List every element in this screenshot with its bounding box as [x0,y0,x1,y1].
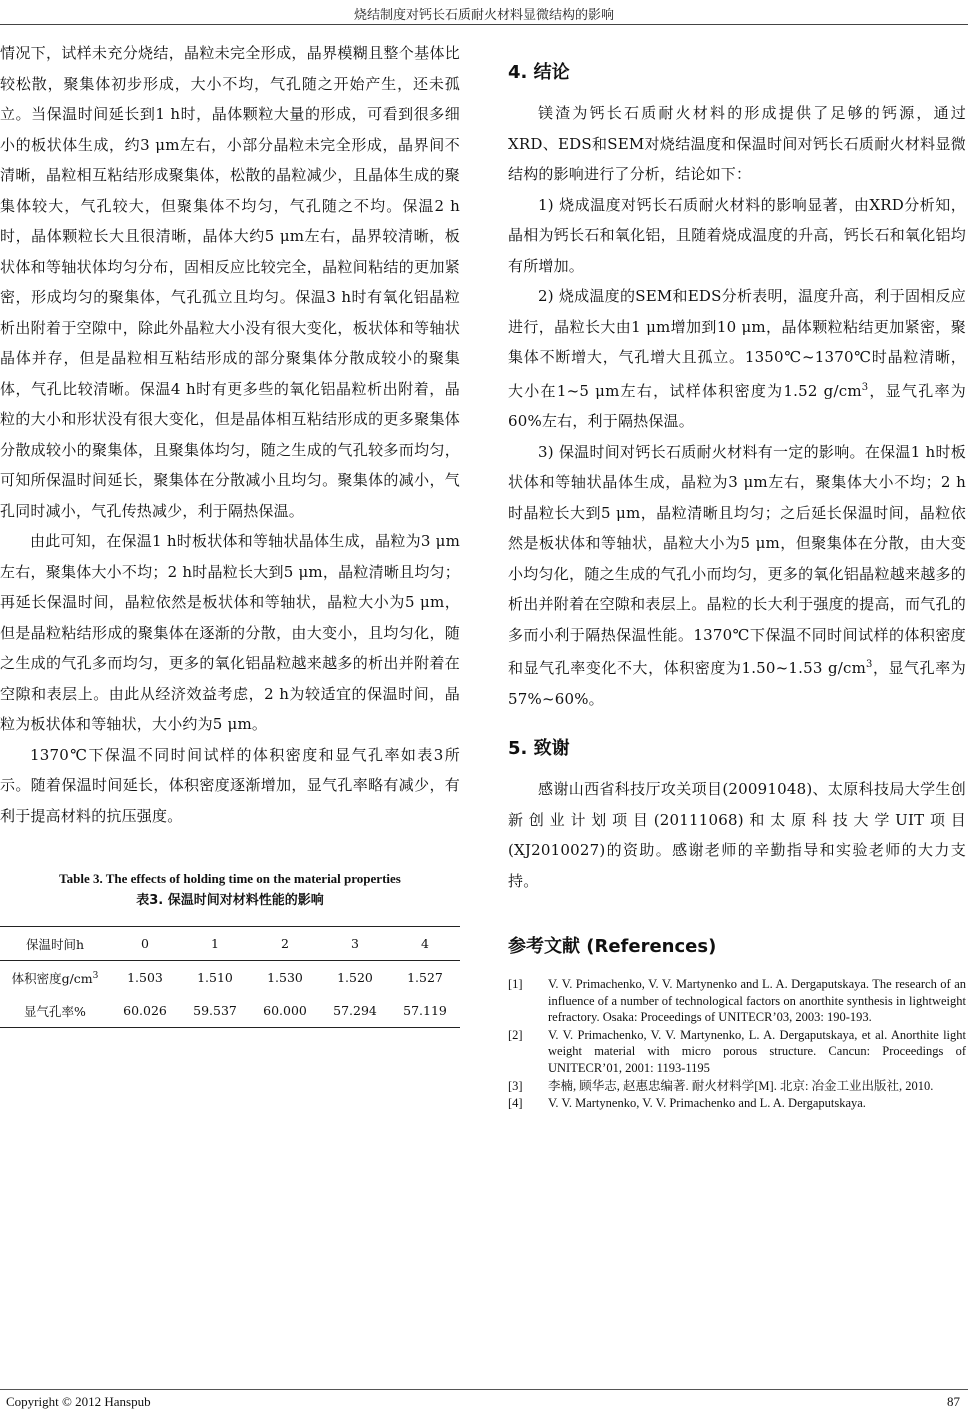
reference-number: [2] [508,1027,523,1042]
reference-item [508,976,966,1026]
table-cell: 60.000 [263,1003,307,1018]
left-paragraph-3: 1370℃下保温不同时间试样的体积密度和显气孔率如表3所示。随着保温时间延长，体积密度逐渐增加，显气孔率略有减少，有利于提高材料的抗压强度。 [0,745,460,825]
table-cell: 1.503 [127,970,163,985]
reference-item [508,1027,966,1077]
left-paragraph-1: 情况下，试样未充分烧结，晶粒未完全形成，晶界模糊且整个基体比较松散，聚集体初步形成，大小不均，气孔随之开始产生，还未孤立。当保温时间延长到1 h时，晶体颗粒大量的形成，可看到很多细小的板状体生成，约3 μm左右，小部分晶粒未完全形成，晶界间不清晰，晶粒相互粘结形成聚集体，松散的晶粒减少，且晶体生成的聚集体较大，气孔较大，但聚集体不均匀，气孔随之不均。保温2 h时，晶体颗粒长大且很清晰，晶体大约5 μm左右，晶界较清晰，板状体和等轴状体均匀分布，固相反应比较完全，晶粒间粘结的更加紧密，形成均匀的聚集体，气孔孤立且均匀。保温3 h时有氧化铝晶粒析出附着于空隙中，除此外晶粒大小没有很大变化，板状体和等轴状晶体并存，但是晶粒相互粘结形成的部分聚集体分散成较小的聚集体，气孔比较清晰。保温4 h时有更多些的氧化铝晶粒析出附着，晶粒的大小和形状没有很大变化，但是晶体相互粘结形成的更多聚集体分散成较小的聚集体，且聚集体均匀，随之生成的气孔较多而均匀，可知所保温时间延长，聚集体在分散减小且均匀。聚集体的减小，气孔同时减小，气孔传热减少，利于隔热保温。 [0,44,460,520]
table-header-cell: 1 [211,936,219,951]
footer-rule [0,1389,968,1390]
reference-number: [1] [508,977,523,991]
conclusion-point-3 [508,437,966,715]
properties-table [0,926,460,1028]
table-header-cell: 3 [351,936,359,951]
table-cell: 59.537 [193,1003,237,1018]
row-label-sup: 3 [92,970,99,981]
table-header-cell: 2 [281,936,289,951]
section-5-heading: 5. 致谢 [508,738,570,759]
table-header-cell: 4 [421,936,429,951]
section-4-heading: 4. 结论 [508,62,570,83]
conclusion-point-3-text: 3) 保温时间对钙长石质耐火材料有一定的影响。在保温1 h时板状体和等轴状晶体生成，晶粒为3 μm左右，聚集体大小不均；2 h时晶粒长大到5 μm，晶粒清晰且均匀；之后延长保温时间，晶粒依然是板状体和等轴状，晶粒大小为5 μm，但聚集体在分散，由大变小均匀化，随之生成的气孔小而均匀，更多的氧化铝晶粒越来越多的析出并附着在空隙和表层上。晶粒的长大利于强度的提高，而气孔的多而小利于隔热保温性能。1370℃下保温不同时间试样的体积密度和显气孔率变化不大，体积密度为1.50~1.53 g/cm [508,442,966,677]
table-row-label [0,994,110,1028]
reference-text: 李楠, 顾华志, 赵惠忠编著. 耐火材料学[M]. 北京: 冶金工业出版社, 2010. [548,1078,934,1093]
table-header-cell: 保温时间h [25,936,85,952]
table-3 [0,871,460,1028]
conclusion-point-2 [508,281,966,437]
conclusion-point-2-tail: ，显气孔率为60%左右，利于隔热保温。 [508,381,966,430]
table-cell: 57.119 [403,1003,447,1018]
conclusion-point-3-tail: ，显气孔率为57%~60%。 [508,659,966,708]
conclusion-point-2-text: 2) 烧成温度的SEM和EDS分析表明，温度升高，利于固相反应进行，晶粒长大由1 μm增加到10 μm，晶体颗粒粘结更加紧密，聚集体不断增大，气孔增大且孤立。1350℃~1370℃时晶粒清晰，大小在1~5 μm左右，试样体积密度为1.52 g/cm [508,287,966,400]
table-row-label [0,961,110,995]
reference-item [508,1078,966,1095]
table-caption-zh: 表3. 保温时间对材料性能的影响 [136,893,324,908]
reference-text: V. V. Primachenko, V. V. Martynenko, L. A. Dergaputskaya, et al. Anorthite light weight material with micro porous structure. Cancun: Proceedings of UNITECR’01, 2001: 1193-1195 [548,1027,966,1075]
table-cell: 1.530 [267,970,303,985]
table-row [0,961,460,995]
right-column [508,58,966,1113]
page-number: 87 [947,1394,960,1409]
reference-item [508,1095,966,1112]
table-cell: 1.520 [337,970,373,985]
left-column [0,38,460,1028]
reference-list [508,976,966,1112]
left-paragraph-2: 由此可知，在保温1 h时板状体和等轴状晶体生成，晶粒为3 μm左右，聚集体大小不均；2 h时晶粒长大到5 μm，晶粒清晰且均匀；再延长保温时间，晶粒依然是板状体和等轴状，晶粒大小为5 μm，但是晶粒粘结形成的聚集体在逐渐的分散，由大变小，且均匀化，随之生成的气孔多而均匀，更多的氧化铝晶粒越来越多的析出并附着在空隙和表层上。由此从经济效益考虑，2 h为较适宜的保温时间，晶粒为板状体和等轴状，大小约为5 μm。 [0,532,460,733]
reference-text: V. V. Martynenko, V. V. Primachenko and L. A. Dergaputskaya. [548,1096,866,1111]
reference-number: [4] [508,1096,523,1111]
row-label-text: 显气孔率% [24,1003,86,1019]
conclusion-intro: 镁渣为钙长石质耐火材料的形成提供了足够的钙源，通过XRD、EDS和SEM对烧结温度和保温时间对钙长石质耐火材料显微结构的影响进行了分析，结论如下： [508,104,966,183]
reference-text: V. V. Primachenko, V. V. Martynenko and L. A. Dergaputskaya. The research of an influence of a number of technological factors on anorthite synthesis in lightweight refractory. Osaka: Proceedings of UNITECR’03, 2003: 190-193. [548,977,966,1025]
row-label-text: 体积密度g/cm [11,970,93,986]
superscript: 3 [861,381,869,393]
table-header-row [0,927,460,961]
table-cell: 57.294 [333,1003,377,1018]
superscript: 3 [866,659,873,670]
reference-number: [3] [508,1078,523,1093]
running-header: 烧结制度对钙长石质耐火材料显微结构的影响 [353,8,614,23]
table-cell: 1.527 [407,970,443,985]
acknowledgement: 感谢山西省科技厅攻关项目(20091048)、太原科技局大学生创新创业计划项目(20111068)和太原科技大学UIT项目(XJ2010027)的资助。感谢老师的辛勤指导和实验老师的大力支持。 [508,780,966,890]
table-cell: 1.510 [197,970,233,985]
table-caption-en: Table 3. The effects of holding time on the material properties [59,871,401,886]
table-header-cell: 0 [141,936,149,951]
references-heading: 参考文献 (References) [508,936,717,957]
table-cell: 60.026 [123,1003,167,1018]
conclusion-point-1: 1) 烧成温度对钙长石质耐火材料的影响显著，由XRD分析知，晶相为钙长石和氧化铝，且随着烧成温度的升高，钙长石和氧化铝均有所增加。 [508,195,966,275]
header-rule [0,24,968,25]
table-row [0,994,460,1028]
footer-copyright: Copyright © 2012 Hanspub [6,1394,151,1409]
